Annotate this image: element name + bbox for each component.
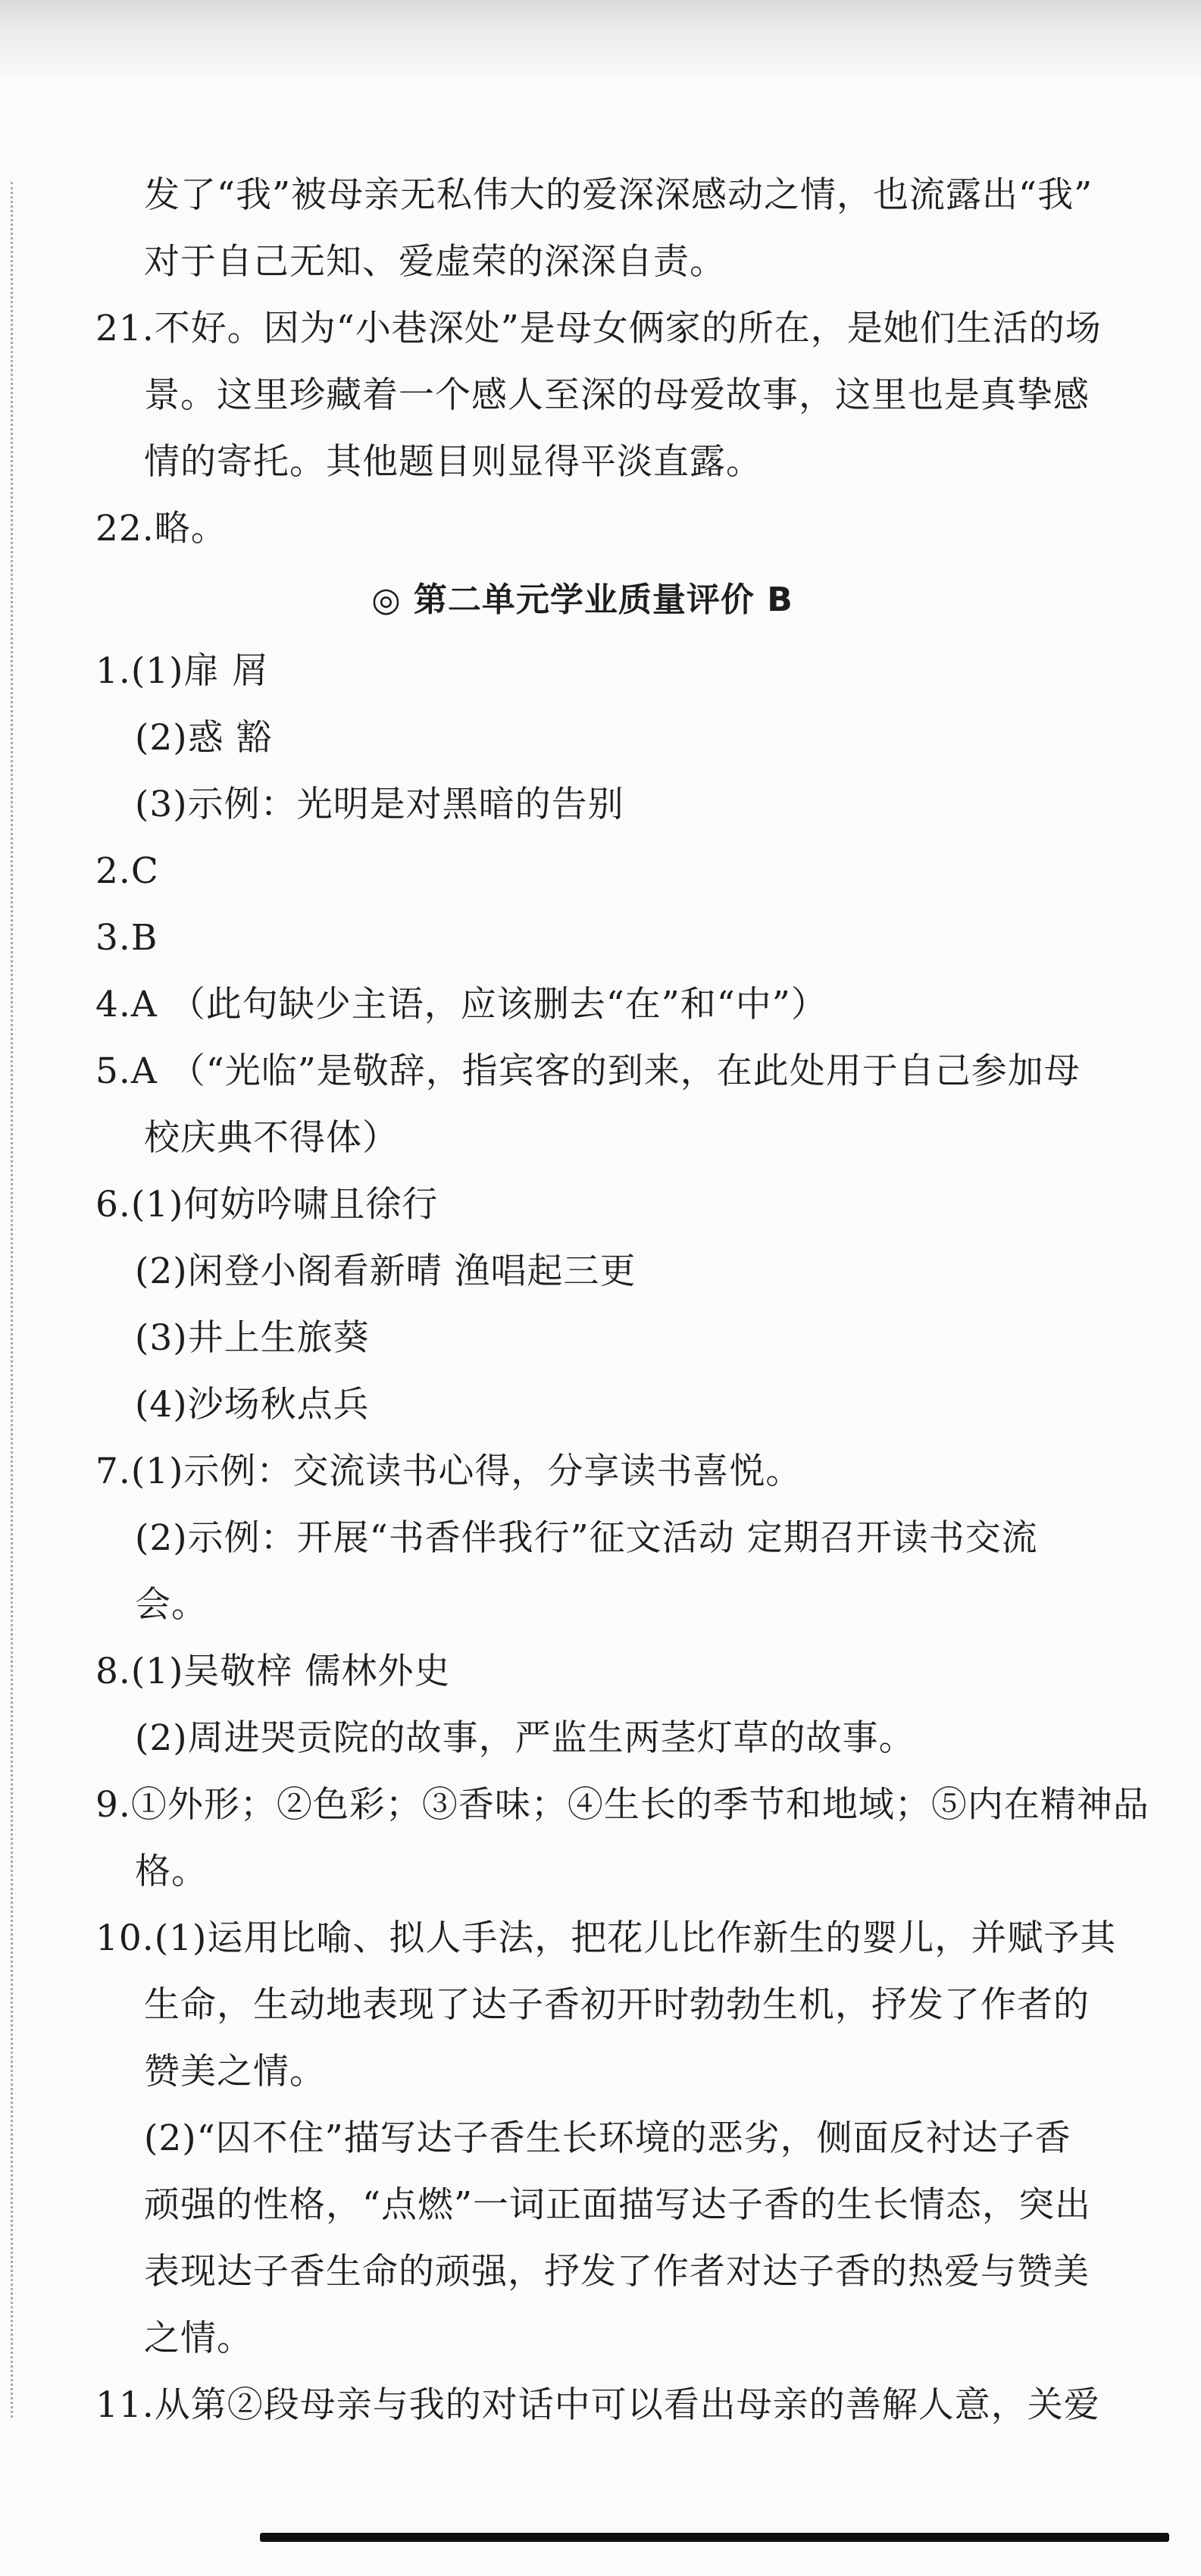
answer-line: (2)“囚不住”描写达子香生长环境的恶劣，侧面反衬达子香 — [144, 2117, 1071, 2159]
left-dotted-guide — [11, 182, 13, 2418]
answer-line: 顽强的性格，“点燃”一词正面描写达子香的生长情态，突出 — [144, 2184, 1092, 2226]
section-title: ◎ 第二单元学业质量评价 B — [371, 581, 793, 619]
answer-line: (2)周进哭贡院的故事，严监生两茎灯草的故事。 — [135, 1717, 915, 1759]
answer-line: 校庆典不得体） — [144, 1117, 399, 1159]
answer-line: 生命，生动地表现了达子香初开时勃勃生机，抒发了作者的 — [144, 1984, 1090, 2026]
answer-line: (3)井上生旅葵 — [135, 1317, 370, 1359]
answer-line: (2)示例：开展“书香伴我行”征文活动 定期召开读书交流 — [135, 1517, 1038, 1559]
answer-line: 7.(1)示例：交流读书心得，分享读书喜悦。 — [95, 1451, 802, 1492]
answer-line: 情的寄托。其他题目则显得平淡直露。 — [144, 441, 762, 483]
answer-line: 2.C — [95, 850, 159, 892]
answer-line: 10.(1)运用比喻、拟人手法，把花儿比作新生的婴儿，并赋予其 — [95, 1917, 1117, 1959]
answer-line: 1.(1)扉 屑 — [95, 650, 269, 692]
answer-line: 6.(1)何妨吟啸且徐行 — [95, 1184, 439, 1225]
answer-line: 8.(1)吴敬梓 儒林外史 — [95, 1651, 451, 1692]
answer-line: 3.B — [95, 917, 158, 959]
answer-line: 5.A （“光临”是敬辞，指宾客的到来，在此处用于自己参加母 — [95, 1050, 1081, 1092]
answer-line: 11.从第②段母亲与我的对话中可以看出母亲的善解人意，关爱 — [95, 2384, 1100, 2426]
answer-line: 表现达子香生命的顽强，抒发了作者对达子香的热爱与赞美 — [144, 2251, 1090, 2293]
answer-line: 之情。 — [144, 2318, 253, 2359]
answer-line: 景。这里珍藏着一个感人至深的母爱故事，这里也是真挚感 — [144, 374, 1090, 416]
scan-top-band — [0, 0, 1201, 79]
answer-line: 21.不好。因为“小巷深处”是母女俩家的所在，是她们生活的场 — [95, 308, 1102, 349]
answer-line: (4)沙场秋点兵 — [135, 1384, 370, 1426]
answer-line: 赞美之情。 — [144, 2051, 326, 2092]
answer-line: (2)惑 豁 — [135, 717, 273, 759]
answer-line: (2)闲登小阁看新晴 渔唱起三更 — [135, 1250, 636, 1292]
answer-line: (3)示例：光明是对黑暗的告别 — [135, 784, 624, 825]
bottom-rule — [260, 2533, 1169, 2542]
answer-line: 会。 — [135, 1584, 208, 1626]
answer-line: 对于自己无知、爱虚荣的深深自责。 — [144, 241, 726, 283]
answer-line: 发了“我”被母亲无私伟大的爱深深感动之情，也流露出“我” — [144, 174, 1093, 216]
answer-line: 4.A （此句缺少主语，应该删去“在”和“中”） — [95, 984, 827, 1025]
document-content — [95, 162, 1149, 2439]
answer-line: 9.①外形；②色彩；③香味；④生长的季节和地域；⑤内在精神品 — [95, 1784, 1149, 1826]
answer-line: 22.略。 — [95, 508, 227, 549]
answer-line: 格。 — [135, 1851, 208, 1892]
